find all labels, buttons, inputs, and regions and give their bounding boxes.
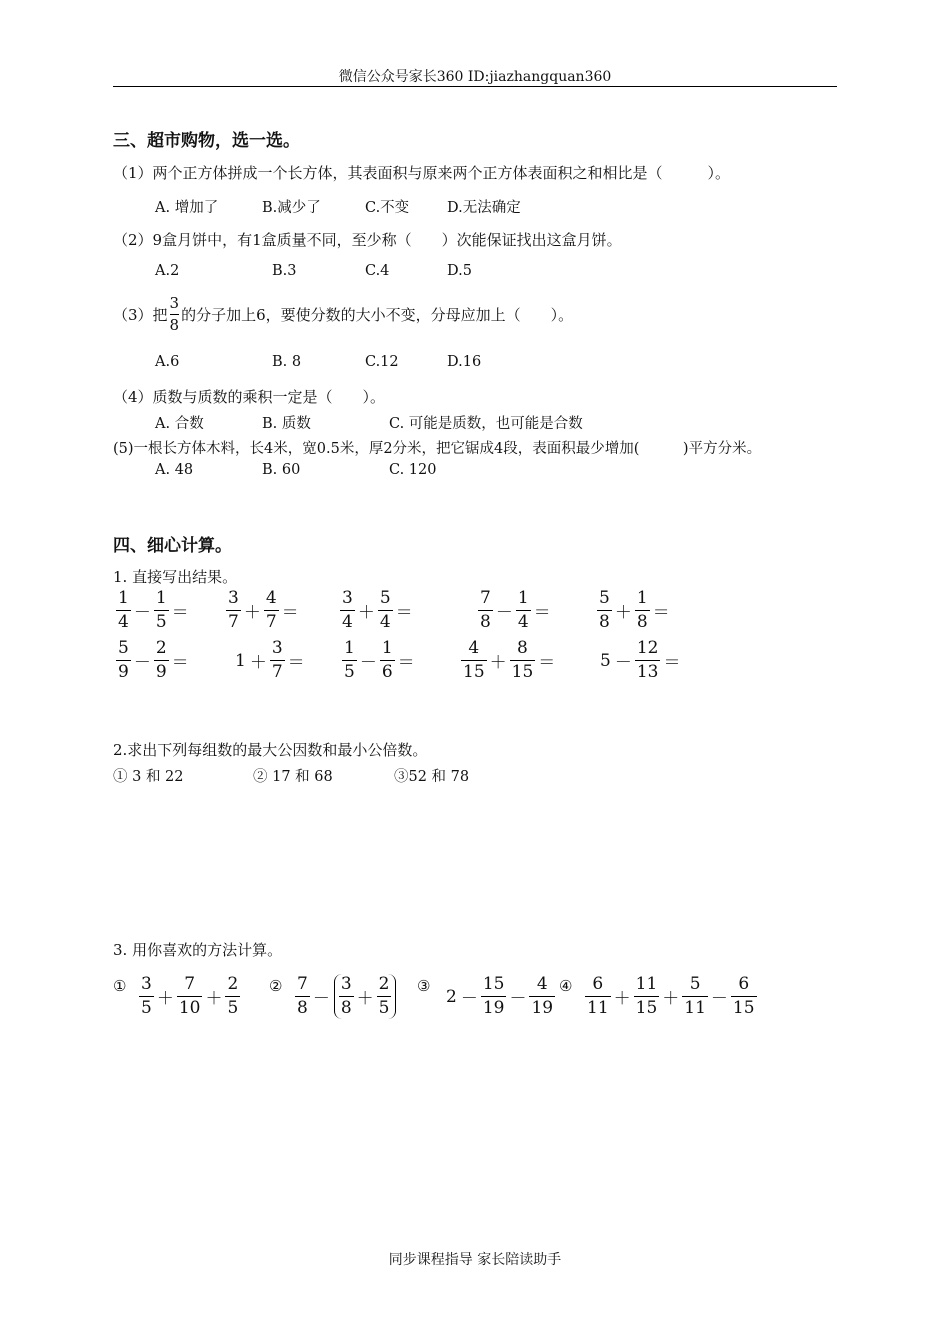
q5-option-b: B. 60	[262, 462, 301, 478]
expr-marker-4: ④	[559, 977, 573, 995]
frac-den: 7	[271, 662, 283, 682]
part1-title: 1. 直接写出结果。	[113, 568, 238, 586]
expr-marker-2: ②	[269, 977, 283, 995]
question-3	[113, 296, 573, 333]
question-2: （2）9盒月饼中，有1盒质量不同，至少称（ ）次能保证找出这盒月饼。	[113, 231, 622, 249]
whole-number: 5	[600, 650, 611, 671]
part2-item-2: ② 17 和 68	[253, 769, 333, 785]
operator: －	[133, 603, 151, 623]
frac-num: 2	[155, 638, 167, 658]
operator: ＋	[356, 989, 374, 1009]
operator: －	[460, 989, 478, 1009]
part2-item-1: ① 3 和 22	[113, 769, 184, 785]
frac-den: 7	[228, 612, 239, 632]
operator: ＋	[205, 989, 223, 1009]
frac-num: 5	[379, 588, 391, 608]
frac-num: 1	[344, 638, 355, 658]
operator: ＋	[249, 653, 267, 673]
operator: ＋	[243, 603, 261, 623]
frac-den: 19	[482, 998, 505, 1018]
header-rule	[113, 86, 837, 87]
frac-den: 5	[378, 998, 390, 1018]
q4-option-b: B. 质数	[262, 416, 311, 432]
equals: ＝	[533, 603, 551, 623]
expr-3	[444, 976, 556, 1017]
frac-num: 3	[340, 974, 352, 994]
frac-den: 9	[118, 662, 129, 682]
q2-option-d: D.5	[447, 263, 472, 279]
q3-suffix: 的分子加上6，要使分数的大小不变，分母应加上（ ）。	[181, 306, 574, 324]
frac-num: 3	[228, 588, 239, 608]
calc-r1-4	[477, 590, 553, 631]
frac-num: 1	[517, 588, 529, 608]
q3-option-b: B. 8	[272, 354, 302, 370]
frac-den: 11	[684, 998, 706, 1018]
frac-num: 1	[381, 638, 393, 658]
q3-option-a: A.6	[155, 354, 180, 370]
q1-option-a: A. 增加了	[155, 200, 219, 216]
calc-r2-1	[115, 640, 191, 681]
q5-option-c: C. 120	[389, 462, 437, 478]
operator: ＋	[614, 603, 632, 623]
page-footer: 同步课程指导 家长陪读助手	[388, 1252, 562, 1268]
frac-den: 8	[599, 612, 610, 632]
frac-num: 5	[689, 974, 701, 994]
equals: ＝	[281, 603, 299, 623]
q3-frac-den: 8	[169, 316, 180, 334]
section4-title: 四、细心计算。	[113, 536, 232, 556]
frac-den: 8	[297, 998, 308, 1018]
equals: ＝	[395, 603, 413, 623]
calc-r1-5	[596, 590, 672, 631]
expr-1	[138, 976, 241, 1017]
equals: ＝	[171, 603, 189, 623]
q4-option-a: A. 合数	[155, 416, 204, 432]
equals: ＝	[663, 653, 681, 673]
part2-title: 2.求出下列每组数的最大公因数和最小公倍数。	[113, 741, 428, 759]
operator: ＋	[357, 603, 375, 623]
q3-prefix: （3）把	[113, 306, 168, 324]
frac-den: 5	[155, 612, 167, 632]
frac-den: 8	[636, 612, 648, 632]
frac-num: 3	[141, 974, 152, 994]
frac-den: 10	[178, 998, 201, 1018]
question-4: （4）质数与质数的乘积一定是（ ）。	[113, 388, 386, 406]
part3-title: 3. 用你喜欢的方法计算。	[113, 941, 283, 959]
operator: －	[133, 653, 151, 673]
frac-num: 1	[636, 588, 648, 608]
q3-fraction	[170, 296, 180, 333]
frac-num: 7	[480, 588, 491, 608]
operator: －	[509, 989, 527, 1009]
frac-num: 1	[155, 588, 167, 608]
calc-r2-4	[460, 640, 557, 681]
frac-den: 8	[340, 998, 352, 1018]
operator: ＋	[156, 989, 174, 1009]
frac-den: 15	[463, 662, 485, 682]
operator: ＋	[613, 989, 631, 1009]
frac-num: 6	[738, 974, 750, 994]
calc-r1-1	[115, 590, 191, 631]
frac-den: 4	[118, 612, 129, 632]
frac-num: 3	[342, 588, 353, 608]
parentheses	[334, 974, 397, 1019]
q3-option-c: C.12	[365, 354, 399, 370]
q1-option-d: D.无法确定	[447, 200, 521, 216]
frac-num: 11	[635, 974, 658, 994]
frac-num: 4	[468, 638, 480, 658]
page-header: 微信公众号家长360 ID:jiazhangquan360	[338, 69, 612, 85]
expr-4	[584, 976, 758, 1017]
frac-den: 19	[531, 998, 554, 1018]
frac-den: 7	[265, 612, 277, 632]
frac-num: 3	[271, 638, 283, 658]
frac-num: 7	[184, 974, 196, 994]
equals: ＝	[287, 653, 305, 673]
frac-den: 4	[342, 612, 353, 632]
frac-num: 1	[118, 588, 129, 608]
section3-title: 三、超市购物，选一选。	[113, 131, 300, 151]
frac-den: 5	[227, 998, 239, 1018]
frac-den: 8	[480, 612, 491, 632]
part2-item-3: ③52 和 78	[394, 769, 470, 785]
operator: －	[710, 989, 728, 1009]
operator: －	[495, 603, 513, 623]
q1-option-b: B.减少了	[262, 200, 321, 216]
equals: ＝	[652, 603, 670, 623]
calc-r2-3	[341, 640, 417, 681]
frac-den: 13	[636, 662, 659, 682]
q2-option-c: C.4	[365, 263, 390, 279]
frac-den: 4	[517, 612, 529, 632]
q5-option-a: A. 48	[155, 462, 194, 478]
question-5: (5)一根长方体木料，长4米，宽0.5米，厚2分米，把它锯成4段，表面积最少增加( )平方分米。	[113, 441, 762, 457]
frac-num: 5	[599, 588, 610, 608]
frac-num: 5	[118, 638, 129, 658]
frac-den: 9	[155, 662, 167, 682]
frac-den: 15	[732, 998, 755, 1018]
frac-den: 15	[635, 998, 658, 1018]
frac-den: 4	[379, 612, 391, 632]
frac-den: 11	[587, 998, 609, 1018]
q3-frac-num: 3	[169, 294, 180, 312]
frac-den: 15	[511, 662, 534, 682]
q2-option-a: A.2	[155, 263, 180, 279]
expr-2	[294, 974, 398, 1019]
whole-number: 2	[446, 986, 457, 1007]
q3-option-d: D.16	[447, 354, 482, 370]
operator: －	[312, 989, 330, 1009]
operator: ＋	[489, 653, 507, 673]
frac-num: 2	[227, 974, 239, 994]
q1-option-c: C.不变	[365, 200, 410, 216]
frac-num: 8	[517, 638, 528, 658]
equals: ＝	[171, 653, 189, 673]
q4-option-c: C. 可能是质数，也可能是合数	[389, 416, 583, 432]
frac-num: 4	[265, 588, 277, 608]
frac-num: 6	[592, 974, 604, 994]
calc-r1-2	[225, 590, 301, 631]
frac-num: 4	[536, 974, 548, 994]
calc-r2-2	[233, 640, 307, 681]
equals: ＝	[397, 653, 415, 673]
frac-den: 5	[141, 998, 152, 1018]
operator: －	[359, 653, 377, 673]
frac-den: 6	[381, 662, 393, 682]
expr-marker-1: ①	[113, 977, 127, 995]
expr-marker-3: ③	[417, 977, 431, 995]
calc-r1-3	[339, 590, 415, 631]
frac-num: 7	[297, 974, 308, 994]
operator: －	[614, 653, 632, 673]
equals: ＝	[538, 653, 556, 673]
calc-r2-5	[598, 640, 682, 681]
frac-num: 12	[636, 638, 659, 658]
q2-option-b: B.3	[272, 263, 297, 279]
operator: ＋	[662, 989, 680, 1009]
question-1: （1）两个正方体拼成一个长方体，其表面积与原来两个正方体表面积之和相比是（ ）。	[113, 164, 731, 182]
whole-number: 1	[235, 650, 246, 671]
frac-num: 2	[378, 974, 390, 994]
frac-den: 5	[344, 662, 355, 682]
frac-num: 15	[482, 974, 505, 994]
